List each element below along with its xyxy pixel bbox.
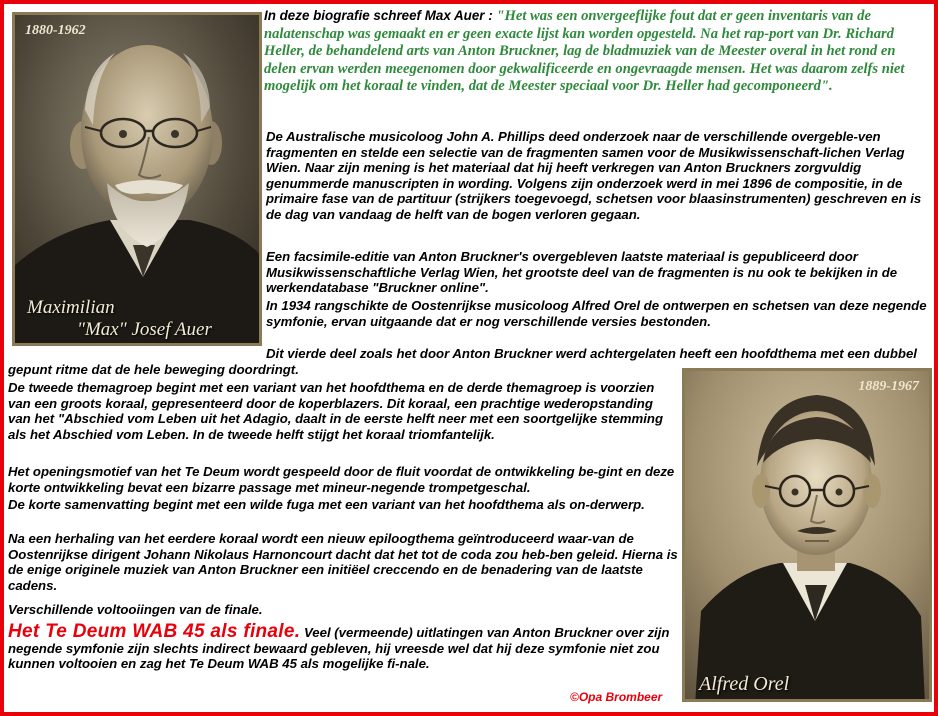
paragraph-orel: In 1934 rangschikte de Oostenrijkse musicoloog Alfred Orel de ontwerpen en schetsen van deze negende symfonie, ervan uitgaande dat er nog verschillende versies bestonden. — [266, 298, 927, 329]
paragraph-summary: De korte samenvatting begint met een wilde fuga met een variant van het hoofdthema als on-derwerp. — [8, 497, 645, 512]
portrait-alfred-orel-image — [685, 371, 932, 702]
paragraph-te-deum-finale — [8, 621, 678, 672]
paragraph-te-deum-motif: Het openingsmotief van het Te Deum wordt gespeeld door de fluit voordat de ontwikkeling be-gint en deze korte ontwikkeling bevat een bizarre passage met mineur-negende trompetgeschal. — [8, 464, 675, 495]
te-deum-text: Veel (vermeende) uitlatingen van Anton Bruckner over zijn negende symfonie zijn slechts indirect bewaard gebleven, hij vreesde wel dat hij deze symfonie niet zou kunnen voltooien en zag het Te Deum WAB 45 als mogelijke fi-nale. — [8, 625, 670, 672]
auer-biography-quote — [264, 7, 924, 96]
auer-caption — [27, 297, 259, 341]
portrait-max-auer — [12, 12, 262, 346]
auer-caption-line2: "Max" Josef Auer — [77, 319, 212, 340]
auer-years: 1880-1962 — [25, 23, 86, 38]
te-deum-heading: Het Te Deum WAB 45 als finale. — [8, 621, 301, 642]
orel-years: 1889-1967 — [858, 379, 919, 394]
paragraph-fourth-part — [8, 346, 920, 377]
quote-lead: In deze biografie schreef Max Auer : — [264, 8, 497, 23]
paragraph-completions: Verschillende voltooiingen van de finale. — [8, 602, 263, 617]
paragraph-fourth-part-text: Dit vierde deel zoals het door Anton Bruckner werd achtergelaten heeft een hoofdthema met een dubbel gepunt ritme dat de hele beweging doordringt. — [8, 346, 917, 377]
paragraph-phillips: De Australische musicoloog John A. Phillips deed onderzoek naar de verschillende overgeble-ven fragmenten en stelde een selectie van de fragmenten samen voor de Musikwissenschaft-lichen Verlag Wien. Naar zijn mening is het materiaal dat hij heeft verkregen van Anton Bruckners zorgvuldig genummerde manuscripten in wording. Volgens zijn onderzoek werd in mei 1896 de compositie, in de primaire fase van de partituur (strijkers toegevoegd, schetsen voor blaasinstrumenten) geschreven en is de dag van vandaag de helft van de bogen verloren gegaan. — [266, 129, 922, 222]
paragraph-facsimile: Een facsimile-editie van Anton Bruckner's overgebleven laatste materiaal is gepubliceerd door Musikwissenschaftliche Verlag Wien, het grootste deel van de fragmenten is nu ook te bekijken in de werkendatabase "Bruckner online". — [266, 249, 898, 296]
auer-caption-line1: Maximilian — [27, 297, 115, 318]
paragraph-theme-groups: De tweede themagroep begint met een variant van het hoofdthema en de derde themagroep is voorzien van een groots koraal, gepresenteerd door de koperblazers. Dit koraal, een prachtige wederopstanding van het "Abschied vom Leben uit het Adagio, daalt in de eerste helft neer met een soortgelijke stemming als het Abschied vom Leben. In de tweede helft stijgt het koraal triomfantelijk. — [8, 380, 664, 442]
portrait-alfred-orel — [682, 368, 932, 702]
orel-caption: Alfred Orel — [699, 673, 790, 695]
copyright-credit: ©Opa Brombeer — [570, 690, 663, 704]
paragraph-repetition: Na een herhaling van het eerdere koraal wordt een nieuw epiloogthema geïntroduceerd waar-van de Oostenrijkse dirigent Johann Nikolaus Harnoncourt dacht dat het tot de coda zou heb-ben geleid. Hierna is de enige originele muziek van Anton Bruckner een initiëel creccendo en de benadering van de laatste cadens. — [8, 531, 678, 593]
quote-body: "Het was een onvergeeflijke fout dat er geen inventaris van de nalatenschap was gemaakt en er geen exacte lijst kan worden opgesteld. Na het rap-port van Dr. Richard Heller, de behandelend arts van Anton Bruckner, lag de bladmuziek van de Meester overal in het rond en delen ervan werden meegenomen door gekwalificeerde en ongevraagde mensen. Het was daarom zelfs niet mogelijk om het koraal te vinden, dat de Meester speciaal voor Dr. Heller had gecomponeerd". — [264, 8, 905, 95]
